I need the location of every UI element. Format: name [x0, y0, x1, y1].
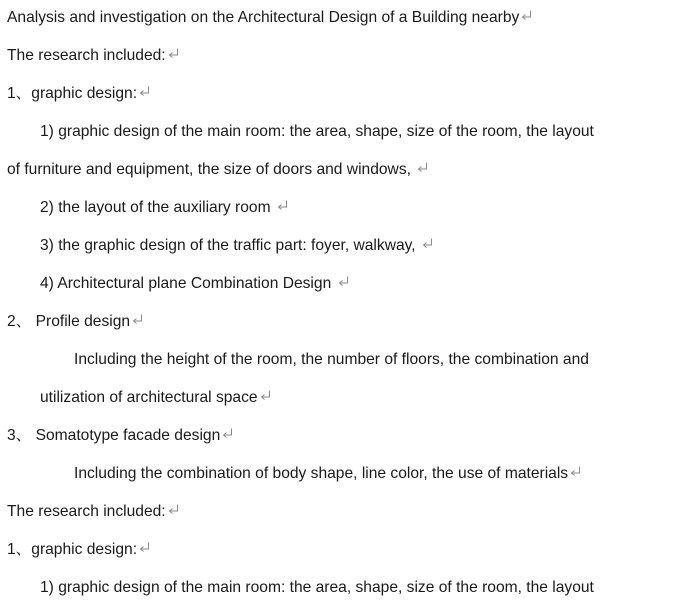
item-3-line	[40, 236, 433, 256]
line-text: Including the combination of body shape, line color, the use of materials	[74, 465, 569, 482]
paragraph-mark-icon	[277, 199, 288, 211]
line-text: 3、 Somatotype facade design	[7, 427, 221, 444]
line-text: 1) graphic design of the main room: the area, shape, size of the room, the layout	[40, 579, 594, 596]
line-text: of furniture and equipment, the size of doors and windows,	[7, 161, 411, 178]
section-1-heading-repeat	[7, 540, 150, 560]
line-text: Including the height of the room, the number of floors, the combination and	[74, 351, 589, 368]
line-text: 4) Architectural plane Combination Design	[40, 275, 332, 292]
item-4-line	[40, 274, 349, 294]
paragraph-mark-icon	[139, 541, 150, 553]
line-text: 2、 Profile design	[7, 313, 131, 330]
section-2-body-line-1	[74, 350, 589, 370]
section-2-body-line-2	[40, 388, 271, 408]
line-text: The research included:	[7, 47, 166, 64]
section-3-body-line	[74, 464, 581, 484]
line-text: 3) the graphic design of the traffic part: foyer, walkway,	[40, 237, 416, 254]
paragraph-mark-icon	[521, 9, 532, 21]
doc-title-line	[7, 8, 532, 28]
item-1-line-1	[40, 122, 594, 142]
line-text: 1、graphic design:	[7, 85, 138, 102]
line-text: utilization of architectural space	[40, 389, 258, 406]
paragraph-mark-icon	[139, 85, 150, 97]
paragraph-mark-icon	[422, 237, 433, 249]
section-3-heading	[7, 426, 233, 446]
paragraph-mark-icon	[168, 47, 179, 59]
section-2-heading	[7, 312, 143, 332]
line-text: 2) the layout of the auxiliary room	[40, 199, 271, 216]
paragraph-mark-icon	[168, 503, 179, 515]
paragraph-mark-icon	[260, 389, 271, 401]
research-heading-line	[7, 46, 179, 66]
item-1-line-2	[7, 160, 428, 180]
line-text: Analysis and investigation on the Architectural Design of a Building nearby	[7, 9, 520, 26]
section-1-heading	[7, 84, 150, 104]
paragraph-mark-icon	[132, 313, 143, 325]
paragraph-mark-icon	[222, 427, 233, 439]
line-text: 1、graphic design:	[7, 541, 138, 558]
item-2-line	[40, 198, 288, 218]
paragraph-mark-icon	[338, 275, 349, 287]
research-heading-line-repeat	[7, 502, 179, 522]
line-text: 1) graphic design of the main room: the area, shape, size of the room, the layout	[40, 123, 594, 140]
paragraph-mark-icon	[417, 161, 428, 173]
line-text: The research included:	[7, 503, 166, 520]
item-1-line-1-repeat	[40, 578, 594, 598]
paragraph-mark-icon	[570, 465, 581, 477]
